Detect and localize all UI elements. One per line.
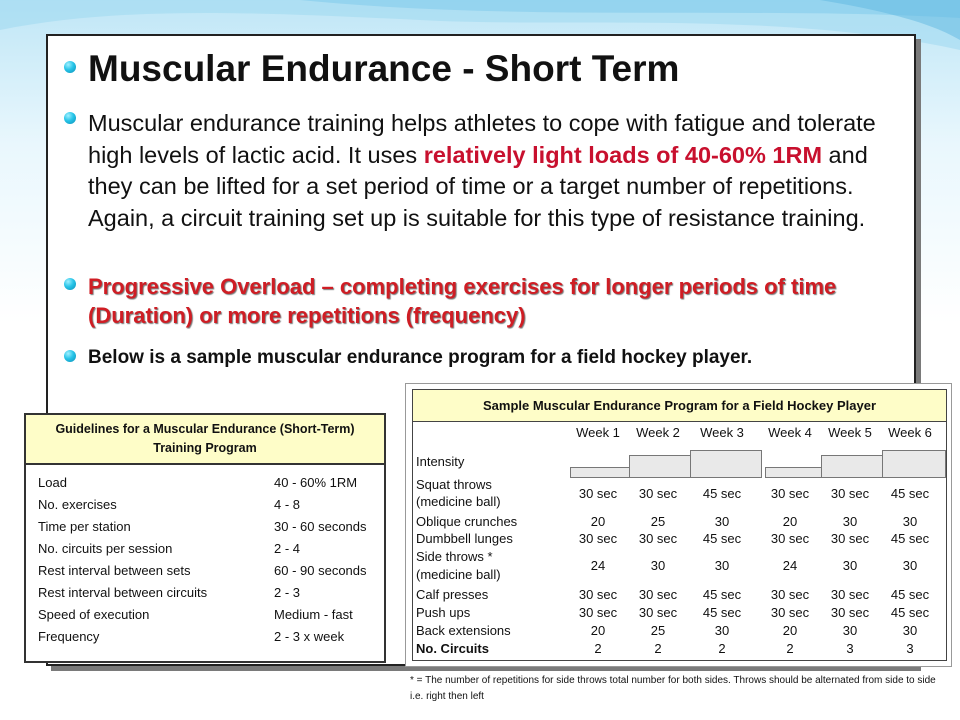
guidelines-title-line2: Training Program [153, 441, 257, 455]
program-cell-dumbbell: 30 sec [578, 531, 618, 546]
row-label: No. Circuits [416, 641, 489, 656]
paragraph-text-end: and they can be lifted for a set period of time or a target number of repetitions. Again, a circuit training set up is suitable for this type of resistance training. [88, 141, 868, 231]
guidelines-row [38, 541, 378, 563]
program-cell-circuits: 2 [718, 641, 726, 656]
guidelines-header [26, 415, 384, 465]
bullet-icon [64, 61, 76, 73]
program-cell-squat: 30 sec [578, 486, 618, 501]
sample-program-title: Sample Muscular Endurance Program for a Field Hockey Player [412, 389, 947, 422]
guidelines-row [38, 475, 378, 497]
bullet-icon [64, 278, 76, 290]
program-cell-dumbbell: 30 sec [830, 531, 870, 546]
program-cell-push: 30 sec [770, 605, 810, 620]
program-cell-back: 30 [902, 623, 918, 638]
program-cell-dumbbell: 30 sec [638, 531, 678, 546]
guidelines-row [38, 519, 378, 541]
row-label: (medicine ball) [416, 567, 501, 582]
guidelines-value: 2 - 3 x week [274, 629, 345, 644]
program-cell-calf: 30 sec [578, 587, 618, 602]
guidelines-label: No. exercises [38, 497, 117, 512]
progressive-overload-text: Progressive Overload – completing exercises for longer periods of time (Duration) or more repetitions (frequency) [88, 274, 837, 328]
guidelines-label: Rest interval between circuits [38, 585, 208, 600]
program-cell-squat: 30 sec [830, 486, 870, 501]
guidelines-label: Rest interval between sets [38, 563, 191, 578]
program-cell-oblique: 30 [902, 514, 918, 529]
program-cell-back: 30 [842, 623, 858, 638]
program-cell-dumbbell: 45 sec [702, 531, 742, 546]
bullet-icon [64, 112, 76, 124]
program-cell-calf: 45 sec [702, 587, 742, 602]
program-cell-circuits: 3 [906, 641, 914, 656]
paragraph-highlight: relatively light loads of 40-60% 1RM [423, 141, 823, 168]
guidelines-value: 4 - 8 [274, 497, 301, 512]
guidelines-value: Medium - fast [274, 607, 353, 622]
row-label: Calf presses [416, 587, 489, 602]
program-cell-back: 20 [590, 623, 606, 638]
program-cell-back: 30 [714, 623, 730, 638]
program-cell-oblique: 25 [650, 514, 666, 529]
guidelines-row [38, 585, 378, 607]
program-cell-push: 45 sec [890, 605, 930, 620]
program-cell-circuits: 3 [846, 641, 854, 656]
guidelines-label: No. circuits per session [38, 541, 173, 556]
guidelines-label: Load [38, 475, 67, 490]
intensity-bar [629, 455, 691, 478]
program-cell-oblique: 20 [590, 514, 606, 529]
program-cell-back: 25 [650, 623, 666, 638]
row-label: Back extensions [416, 623, 511, 638]
program-cell-circuits: 2 [594, 641, 602, 656]
sample-intro-text: Below is a sample muscular endurance program for a field hockey player. [88, 347, 753, 368]
row-label: Squat throws [416, 477, 492, 492]
program-cell-side: 30 [842, 558, 858, 573]
guidelines-label: Time per station [38, 519, 131, 534]
row-label: Side throws * [416, 549, 493, 564]
program-cell-oblique: 30 [842, 514, 858, 529]
program-cell-push: 30 sec [638, 605, 678, 620]
program-cell-oblique: 20 [782, 514, 798, 529]
program-cell-calf: 30 sec [830, 587, 870, 602]
sample-program-table [405, 383, 952, 667]
row-label: Oblique crunches [416, 514, 518, 529]
slide-title: Muscular Endurance - Short Term [88, 48, 680, 89]
week-header: Week 3 [700, 425, 744, 440]
guidelines-row [38, 497, 378, 519]
program-cell-dumbbell: 45 sec [890, 531, 930, 546]
row-label: Dumbbell lunges [416, 531, 513, 546]
paragraph-text: Muscular endurance training helps athletes to cope with fatigue and tolerate high levels of lactic acid. It uses [88, 110, 876, 168]
intensity-bar [690, 450, 762, 478]
intensity-label: Intensity [416, 454, 465, 469]
program-cell-back: 20 [782, 623, 798, 638]
guidelines-row [38, 629, 378, 651]
program-cell-calf: 45 sec [890, 587, 930, 602]
guidelines-value: 2 - 4 [274, 541, 301, 556]
program-cell-squat: 45 sec [890, 486, 930, 501]
program-cell-squat: 30 sec [638, 486, 678, 501]
program-cell-side: 30 [650, 558, 666, 573]
program-cell-dumbbell: 30 sec [770, 531, 810, 546]
row-label: (medicine ball) [416, 494, 501, 509]
program-cell-circuits: 2 [654, 641, 662, 656]
guidelines-label: Speed of execution [38, 607, 150, 622]
guidelines-value: 40 - 60% 1RM [274, 475, 358, 490]
intensity-bar [821, 455, 883, 478]
program-cell-side: 30 [902, 558, 918, 573]
intensity-bar [882, 450, 946, 478]
guidelines-value: 30 - 60 seconds [274, 519, 367, 534]
guidelines-label: Frequency [38, 629, 100, 644]
week-header: Week 2 [636, 425, 680, 440]
program-cell-side: 24 [590, 558, 606, 573]
intensity-bar [765, 467, 822, 478]
intensity-bar [570, 467, 630, 478]
program-cell-side: 30 [714, 558, 730, 573]
guidelines-row [38, 607, 378, 629]
program-cell-push: 30 sec [578, 605, 618, 620]
program-cell-squat: 45 sec [702, 486, 742, 501]
week-header: Week 5 [828, 425, 872, 440]
row-label: Push ups [416, 605, 471, 620]
program-cell-calf: 30 sec [638, 587, 678, 602]
guidelines-row [38, 563, 378, 585]
program-cell-circuits: 2 [786, 641, 794, 656]
program-cell-oblique: 30 [714, 514, 730, 529]
guidelines-value: 2 - 3 [274, 585, 301, 600]
guidelines-title-line1: Guidelines for a Muscular Endurance (Short-Term) [55, 422, 355, 436]
footnote: * = The number of repetitions for side throws total number for both sides. Throws should be alternated from side to side i.e. right then left [410, 675, 936, 702]
week-header: Week 4 [768, 425, 812, 440]
program-cell-push: 45 sec [702, 605, 742, 620]
program-cell-push: 30 sec [830, 605, 870, 620]
week-header: Week 6 [888, 425, 932, 440]
bullet-icon [64, 350, 76, 362]
program-cell-side: 24 [782, 558, 798, 573]
week-header: Week 1 [576, 425, 620, 440]
program-cell-squat: 30 sec [770, 486, 810, 501]
guidelines-value: 60 - 90 seconds [274, 563, 367, 578]
guidelines-table [24, 413, 386, 663]
program-cell-calf: 30 sec [770, 587, 810, 602]
intro-paragraph [88, 108, 903, 234]
